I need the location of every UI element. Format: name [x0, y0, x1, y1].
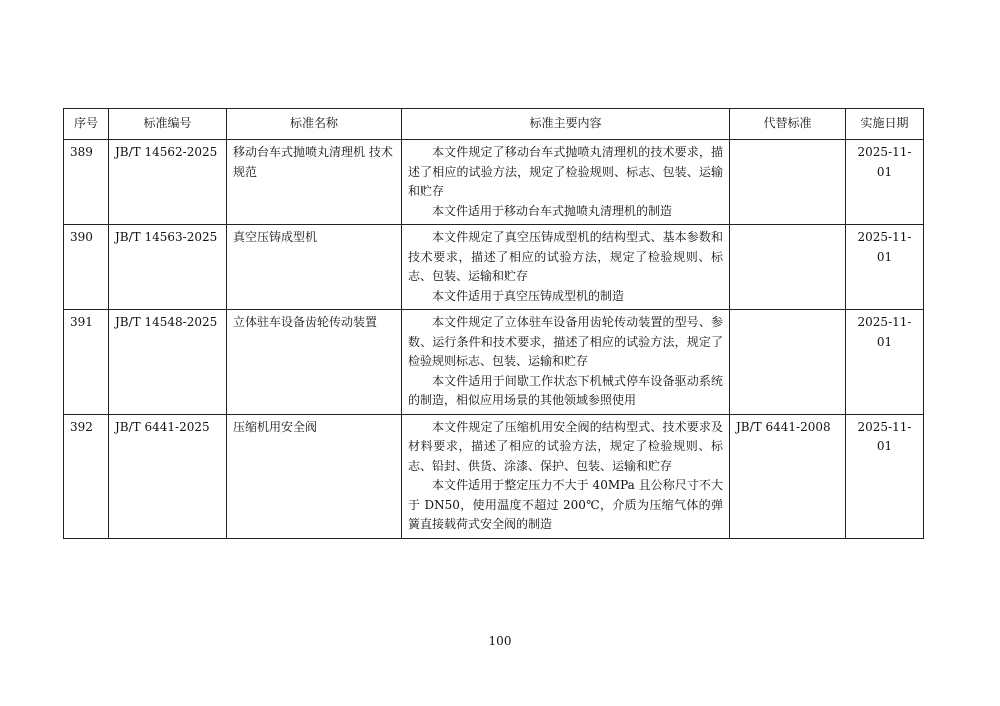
row-code: JB/T 14562-2025 — [109, 140, 227, 225]
content-paragraph: 本文件适用于移动台车式抛喷丸清理机的制造 — [432, 203, 673, 218]
row-replaces — [730, 310, 846, 415]
content-paragraph: 本文件适用于真空压铸成型机的制造 — [432, 288, 625, 303]
row-seq: 390 — [64, 225, 109, 310]
row-name: 移动台车式抛喷丸清理机 技术规范 — [227, 140, 402, 225]
row-date: 2025-11-01 — [846, 140, 924, 225]
standards-table — [63, 108, 924, 539]
table-row — [64, 140, 924, 225]
row-date: 2025-11-01 — [846, 310, 924, 415]
header-name: 标准名称 — [227, 109, 402, 140]
row-content — [402, 414, 730, 538]
row-seq: 389 — [64, 140, 109, 225]
table-row — [64, 310, 924, 415]
content-paragraph: 本文件适用于整定压力不大于 40MPa 且公称尺寸不大于 DN50，使用温度不超过 200℃，介质为压缩气体的弹簧直接载荷式安全阀的制造 — [408, 478, 723, 531]
row-date: 2025-11-01 — [846, 225, 924, 310]
row-name: 压缩机用安全阀 — [227, 414, 402, 538]
table-row — [64, 414, 924, 538]
header-seq: 序号 — [64, 109, 109, 140]
row-date: 2025-11-01 — [846, 414, 924, 538]
row-name: 立体驻车设备齿轮传动装置 — [227, 310, 402, 415]
page-number: 100 — [488, 634, 512, 648]
row-content — [402, 140, 730, 225]
row-content — [402, 225, 730, 310]
table-row — [64, 225, 924, 310]
row-code: JB/T 14563-2025 — [109, 225, 227, 310]
row-name: 真空压铸成型机 — [227, 225, 402, 310]
row-code: JB/T 14548-2025 — [109, 310, 227, 415]
row-content — [402, 310, 730, 415]
header-content: 标准主要内容 — [402, 109, 730, 140]
row-replaces — [730, 225, 846, 310]
content-paragraph: 本文件规定了真空压铸成型机的结构型式、基本参数和技术要求，描述了相应的试验方法，规定了检验规则、标志、包装、运输和贮存 — [408, 230, 723, 283]
content-paragraph: 本文件规定了移动台车式抛喷丸清理机的技术要求，描述了相应的试验方法，规定了检验规则、标志、包装、运输和贮存 — [408, 145, 723, 198]
header-code: 标准编号 — [109, 109, 227, 140]
row-replaces: JB/T 6441-2008 — [730, 414, 846, 538]
row-code: JB/T 6441-2025 — [109, 414, 227, 538]
header-replaces: 代替标准 — [730, 109, 846, 140]
header-date: 实施日期 — [846, 109, 924, 140]
row-seq: 392 — [64, 414, 109, 538]
row-replaces — [730, 140, 846, 225]
row-seq: 391 — [64, 310, 109, 415]
content-paragraph: 本文件规定了压缩机用安全阀的结构型式、技术要求及材料要求，描述了相应的试验方法，规定了检验规则、标志、铅封、供货、涂漆、保护、包装、运输和贮存 — [408, 419, 723, 473]
content-paragraph: 本文件适用于间歇工作状态下机械式停车设备驱动系统的制造，相似应用场景的其他领域参照使用 — [408, 373, 723, 407]
table-header-row — [64, 109, 924, 140]
content-paragraph: 本文件规定了立体驻车设备用齿轮传动装置的型号、参数、运行条件和技术要求，描述了相应的试验方法，规定了检验规则标志、包装、运输和贮存 — [408, 315, 723, 368]
